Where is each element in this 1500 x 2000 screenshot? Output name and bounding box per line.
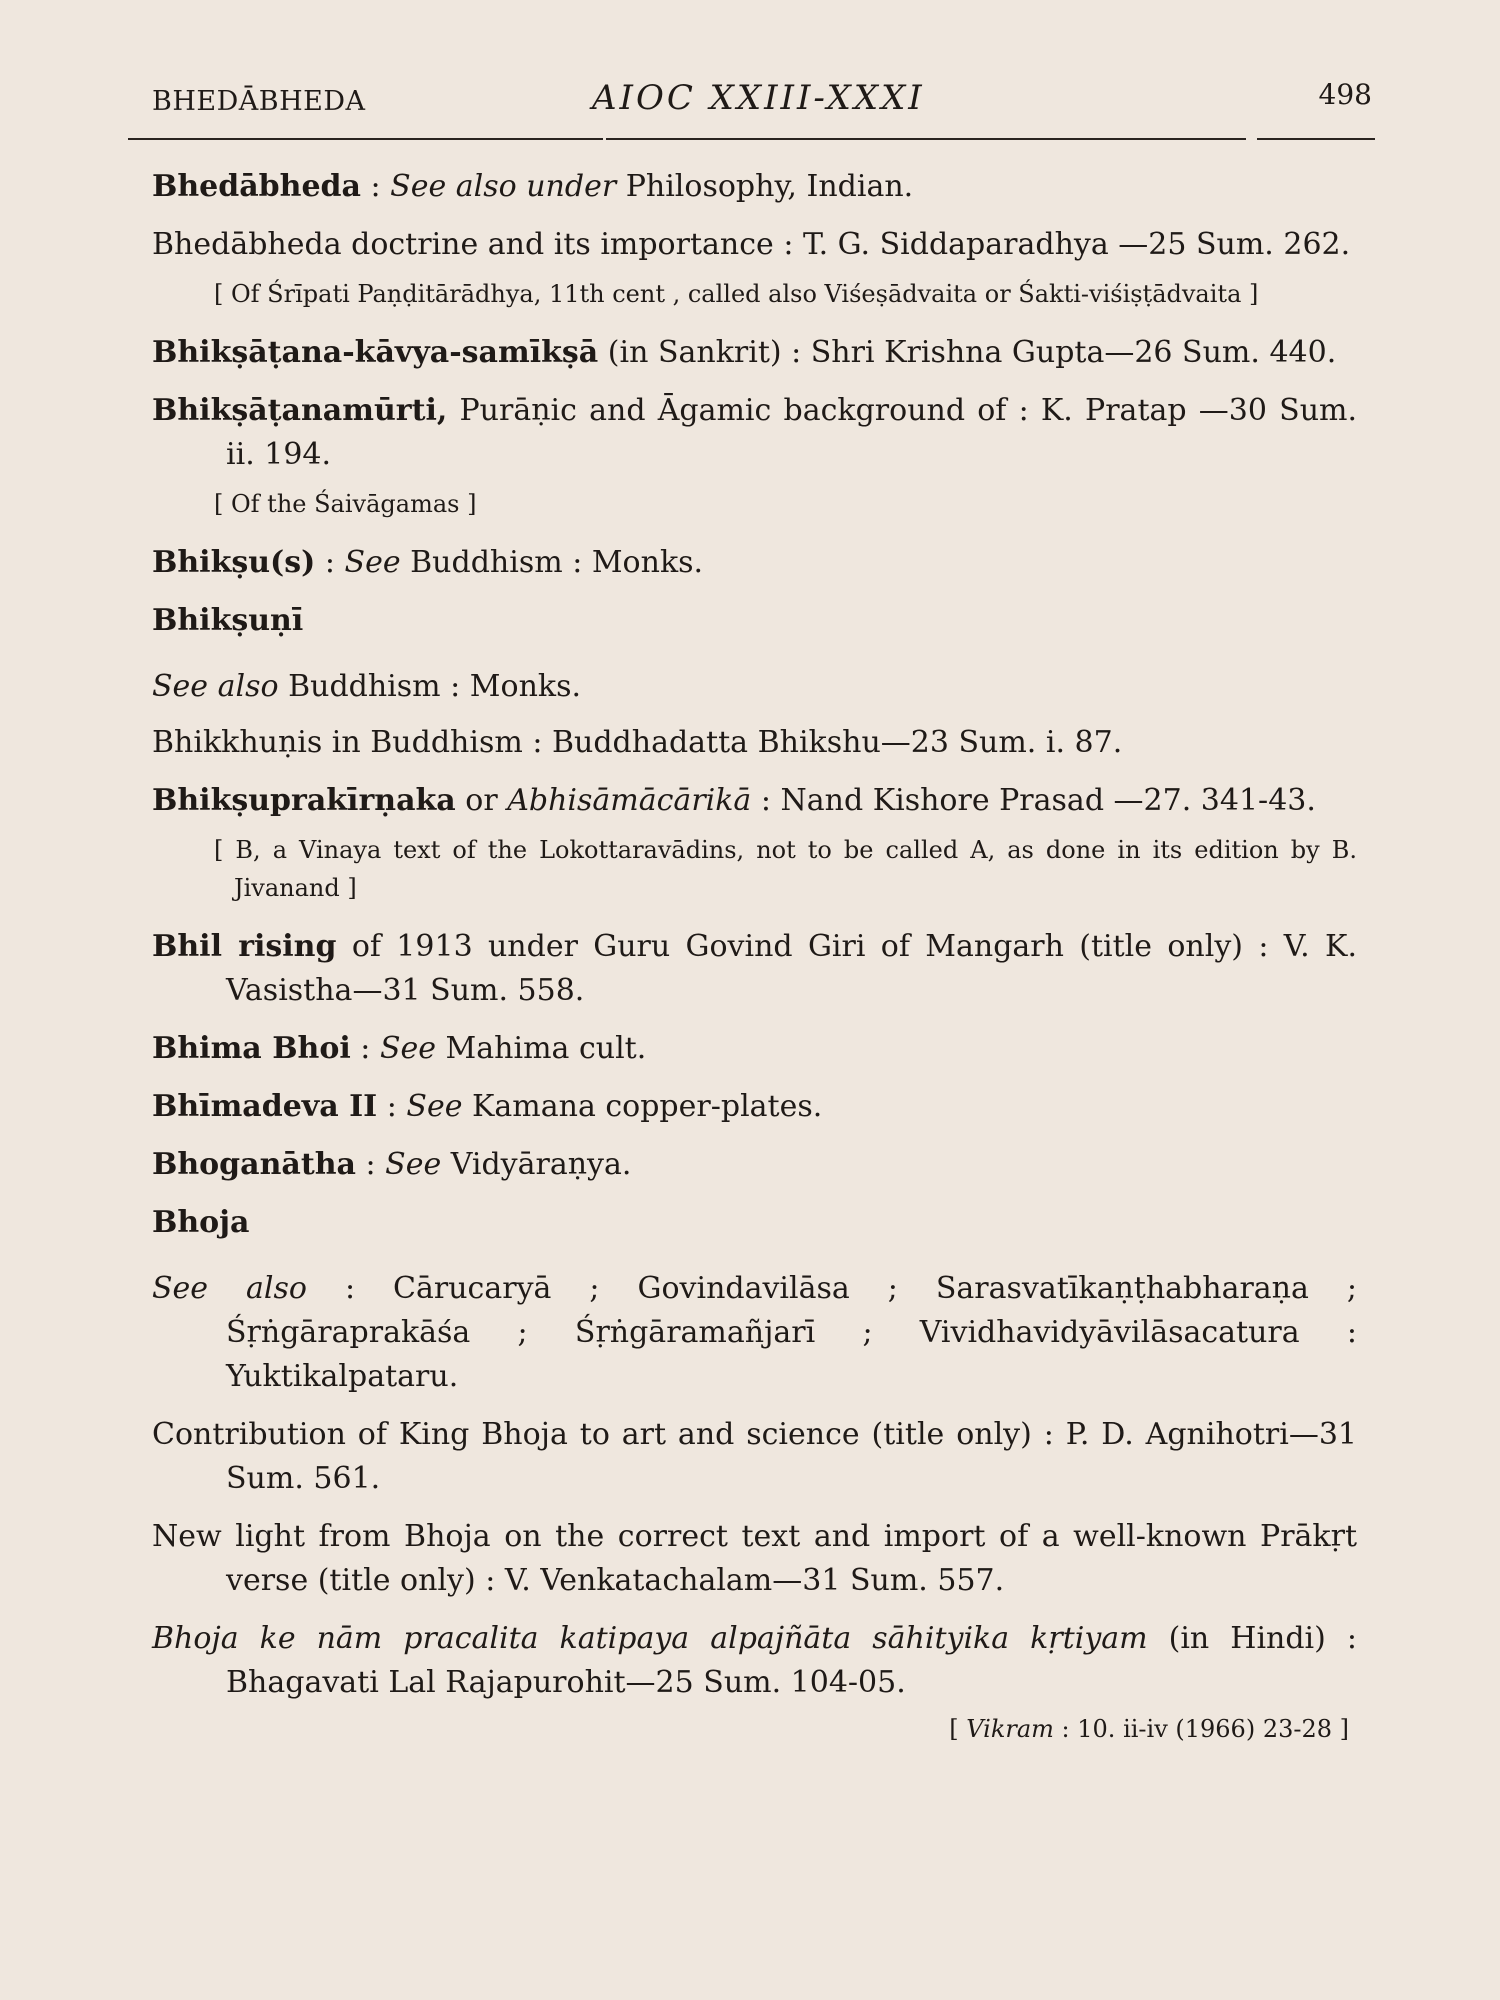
index-cross-reference [152,1267,1357,1399]
header-rule-right [1257,138,1375,140]
entry-text: Buddhism : Monks. [400,545,704,580]
index-entry [152,331,1357,375]
entry-heading: Bhikṣuprakīrṇaka [152,783,456,818]
page-number: 498 [1318,78,1372,111]
entry-alternate-title: Abhisāmācārikā [507,783,752,818]
entry-separator: : [350,1031,380,1066]
entry-heading: Bhil rising [152,929,337,964]
entry-text: Buddhism : Monks. [278,669,582,704]
entry-separator: : [315,545,345,580]
header-section-title: BHEDĀBHEDA [152,86,366,117]
index-subheading [152,599,1357,643]
entry-text: Vidyāraṇya. [441,1147,632,1182]
entry-text: Philosophy, Indian. [616,169,914,204]
index-entry [152,1617,1357,1705]
cross-reference-label: See [406,1089,463,1124]
entry-heading: Bhoganātha [152,1147,356,1182]
entry-text: New light from Bhoja on the correct text and import of a well-known Prākṛt verse (title only) : V. Venkatachalam—31 Sum. 557. [152,1519,1357,1598]
index-entry [152,389,1357,477]
index-entry [152,779,1357,823]
note-bracket: [ [949,1715,967,1743]
header-volume-title: AIOC XXIII-XXXI [592,78,925,118]
entry-heading: Bhikṣuṇī [152,603,304,638]
entry-text: : Nand Kishore Prasad —27. 341-43. [751,783,1316,818]
cross-reference-label: See also [152,669,279,704]
entry-text: Kamana copper-plates. [462,1089,823,1124]
index-entry [152,721,1357,765]
cross-reference-label: See [344,545,401,580]
cross-reference-label: See [385,1147,442,1182]
entry-text: (in Hindi) : Bhagavati Lal Rajapurohit—25 Sum. 104-05. [226,1621,1357,1700]
entry-heading: Bhoja [152,1205,250,1240]
entry-separator: : [377,1089,407,1124]
entry-heading: Bhima Bhoi [152,1031,351,1066]
entry-text: Contribution of King Bhoja to art and science (title only) : P. D. Agnihotri—31 Sum. 561. [152,1417,1357,1496]
index-entry [152,165,1357,209]
note-text: [ Of Śrīpati Paṇḍitārādhya, 11th cent , called also Viśeṣādvaita or Śakti-viśiṣṭādvaita ] [214,280,1259,308]
entry-text: of 1913 under Guru Govind Giri of Mangarh (title only) : V. K. Vasistha—31 Sum. 558. [226,929,1357,1008]
index-entry [152,1515,1357,1603]
entry-text: Mahima cult. [436,1031,647,1066]
note-text: : 10. ii-iv (1966) 23-28 ] [1053,1715,1349,1743]
entry-note [152,485,1357,523]
index-cross-reference [152,665,1357,709]
index-entry [152,1413,1357,1501]
entry-text: Bhikkhuṇis in Buddhism : Buddhadatta Bhikshu—23 Sum. i. 87. [152,725,1123,760]
index-entry [152,1027,1357,1071]
entry-title: Bhoja ke nām pracalita katipaya alpajñāta sāhityika kṛtiyam [152,1621,1148,1656]
entry-heading: Bhikṣu(s) [152,545,316,580]
header-rule-middle [606,138,1246,140]
entry-separator: : [355,1147,386,1182]
note-text: [ B, a Vinaya text of the Lokottaravādins, not to be called A, as done in its edition by B. Jivanand ] [214,836,1357,902]
entry-heading: Bhikṣāṭanamūrti, [152,393,448,428]
entry-note [152,831,1357,907]
index-entry [152,541,1357,585]
entry-heading: Bhīmadeva II [152,1089,378,1124]
index-subheading [152,1201,1357,1245]
cross-reference-label: See also [152,1271,307,1306]
entry-text: (in Sankrit) : Shri Krishna Gupta—26 Sum. 440. [598,335,1337,370]
entry-text: Purāṇic and Āgamic background of : K. Pratap —30 Sum. ii. 194. [226,393,1357,472]
index-entry [152,1143,1357,1187]
entry-note [152,1711,1357,1747]
note-journal: Vikram [966,1715,1054,1743]
header-rule-left [128,138,603,140]
cross-reference-label: See [379,1031,437,1066]
cross-reference-label: See also under [390,169,617,204]
entry-note [152,275,1357,313]
note-text: [ Of the Śaivāgamas ] [214,490,477,518]
running-header [152,78,1372,128]
entry-separator: : [360,169,391,204]
entry-conjunction: or [455,783,508,818]
entry-text: Bhedābheda doctrine and its importance : T. G. Siddaparadhya —25 Sum. 262. [152,227,1351,262]
index-entries [152,165,1357,1771]
entry-heading: Bhedābheda [152,169,361,204]
entry-heading: Bhikṣāṭana-kāvya-samīkṣā [152,335,599,370]
index-entry [152,1085,1357,1129]
index-entry [152,925,1357,1013]
entry-text: : Cārucaryā ; Govindavilāsa ; Sarasvatīkaṇṭhabharaṇa ; Śṛṅgāraprakāśa ; Śṛṅgāramañjarī ; Vividhavidyāvilāsacatura : Yuktikalpataru. [226,1271,1357,1394]
index-entry [152,223,1357,267]
